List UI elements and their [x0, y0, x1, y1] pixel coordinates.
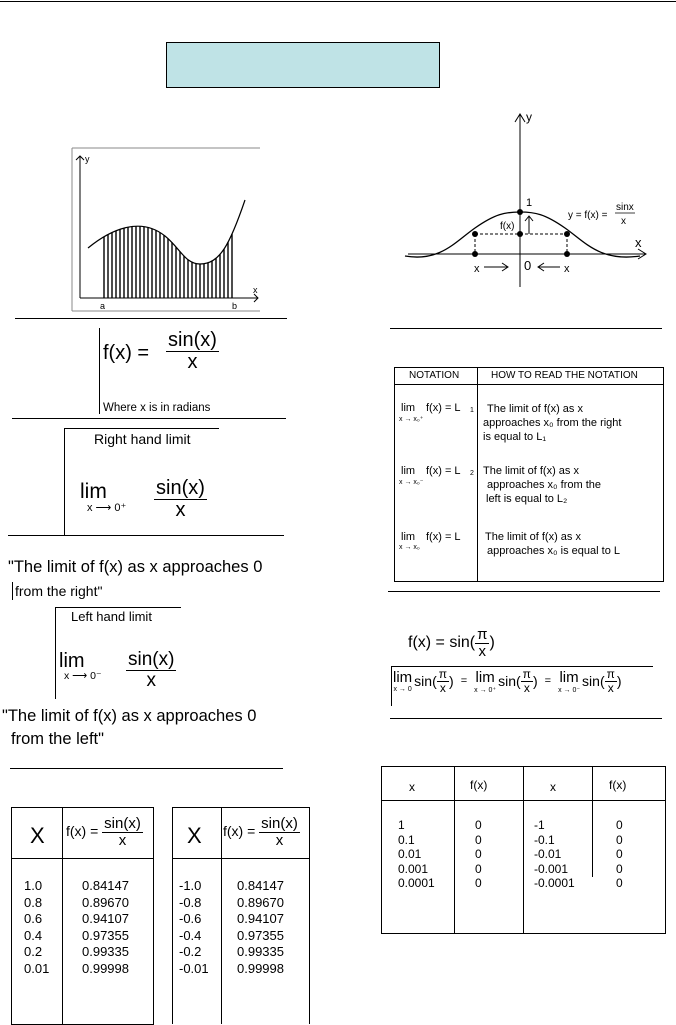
nt-row1-read1: The limit of f(x) as x — [487, 403, 583, 415]
sinpi-sinp: sin( — [498, 673, 521, 690]
sinpi-def-rhs: ) — [489, 634, 495, 652]
table-cell-fx: 0.89670 — [82, 894, 129, 910]
table-cell-fx: 0 — [616, 847, 623, 861]
b-label: b — [232, 301, 238, 311]
rhl-den: x — [175, 499, 186, 521]
sinc-x-left-label: x — [474, 263, 480, 275]
nt-row3-fx: f(x) = L — [426, 531, 461, 543]
area-graph-svg — [70, 146, 270, 318]
table-left-values — [172, 807, 310, 1024]
tr-header-f-lhs: f(x) = — [66, 822, 99, 839]
nt-row2-read3: left is equal to L₂ — [486, 493, 568, 505]
nt-row2-sub: x → x₀⁻ — [399, 479, 424, 486]
lhl-quote-2: from the left" — [11, 730, 104, 748]
ts-col-line-1 — [454, 767, 455, 933]
table-cell-x: -0.8 — [179, 894, 202, 910]
sinc-graph-svg — [400, 102, 650, 292]
tl-header-f — [223, 816, 300, 849]
table-cell-x: -0.01 — [179, 960, 209, 976]
table-cell-x: 0.8 — [24, 894, 43, 910]
rhl-quote-2: from the right" — [15, 583, 103, 599]
sinc-x-label: x — [635, 235, 642, 250]
nt-row1-read3: is equal to L₁ — [483, 431, 547, 443]
table-cell-fx: 0 — [475, 861, 482, 876]
nt-col-line — [477, 368, 478, 581]
sinc-point-left — [472, 231, 478, 237]
sinc-point-mid — [517, 231, 523, 237]
sinpi-limp — [474, 669, 496, 694]
lhl-heading: Left hand limit — [71, 609, 152, 624]
rule-4 — [10, 768, 283, 769]
table-cell-fx: 0 — [475, 832, 482, 847]
sinpi-def-x: x — [478, 642, 487, 660]
sinpi-close0: ) — [449, 673, 454, 690]
sinc-graph — [400, 102, 650, 292]
ts-col1-values — [398, 818, 435, 891]
rhl-top — [64, 428, 219, 429]
nt-row1-lim: lim — [401, 402, 416, 414]
sinc-x-right-label: x — [564, 263, 570, 275]
sinpi-eq1: = — [460, 675, 468, 688]
sinc-point-top — [517, 209, 523, 215]
table-cell-fx: 0.97355 — [82, 927, 129, 943]
tr-header-f — [66, 816, 143, 849]
sinpi-closep: ) — [532, 673, 538, 690]
def-note: Where x is in radians — [103, 402, 211, 414]
table-cell-fx: 0.97355 — [237, 927, 284, 943]
table-cell-fx: 0 — [616, 832, 623, 847]
table-cell-x: -0.001 — [534, 861, 569, 876]
rhl-quote-bar — [12, 582, 13, 600]
nt-row1-read2: approaches x₀ from the right — [483, 417, 622, 429]
sinc-eq-prefix: y = f(x) = — [568, 210, 608, 221]
tl-header-f-lhs: f(x) = — [223, 822, 256, 839]
sinpi-limits — [393, 668, 622, 694]
tl-f-values — [237, 878, 284, 977]
sinc-zero-label: 0 — [524, 258, 532, 273]
sinpi-xp: x — [523, 680, 530, 695]
sinpi-xm: x — [607, 680, 614, 695]
table-cell-x: -1.0 — [179, 878, 202, 893]
rule-7 — [390, 718, 662, 719]
sinpi-limp-text: lim — [475, 668, 495, 686]
lhl-sub: x ⟶ 0⁻ — [64, 670, 102, 682]
lhl-num: sin(x) — [128, 649, 175, 670]
table-cell-x: 0.01 — [24, 960, 50, 976]
sinpi-lim0 — [393, 669, 412, 693]
table-sinpi — [381, 766, 666, 934]
sinpi-def — [408, 627, 495, 660]
sinpi-limm-text: lim — [559, 668, 579, 686]
table-cell-x: 1.0 — [24, 878, 43, 893]
table-cell-fx: 0.99998 — [237, 960, 284, 976]
sinpi-lim0-sub: x → 0 — [393, 686, 412, 694]
table-cell-fx: 0.84147 — [82, 878, 129, 893]
sinpi-sinm: sin( — [582, 673, 605, 690]
table-right-values — [11, 807, 154, 1025]
table-cell-x: 0.01 — [398, 847, 422, 861]
tr-header-den: x — [118, 831, 127, 849]
table-cell-x: -1 — [534, 818, 545, 832]
table-cell-fx: 0.99998 — [82, 960, 129, 976]
x-label: x — [253, 285, 258, 295]
a-label: a — [100, 301, 106, 311]
table-cell-x: 0.0001 — [398, 876, 435, 890]
lhl-frac — [126, 650, 176, 691]
sinpi-limm — [558, 669, 580, 694]
rhl-bar — [64, 428, 65, 535]
lhl-lim: lim — [59, 650, 85, 672]
table-cell-fx: 0.94107 — [237, 911, 284, 926]
sinpi-pi0: π — [438, 667, 448, 681]
rule-5 — [390, 328, 662, 329]
sinc-one-label: 1 — [526, 197, 533, 209]
table-cell-fx: 0 — [475, 847, 482, 861]
sinc-eq-num: sinx — [616, 202, 634, 213]
sinpi-lim0-text: lim — [393, 669, 413, 687]
sinpi-pip: π — [522, 667, 531, 681]
rule-3 — [8, 535, 284, 536]
table-cell-x: -0.01 — [534, 847, 562, 861]
nt-header-line — [395, 384, 663, 385]
ts-col2-values — [475, 818, 482, 891]
nt-row3-read2: approaches x₀ is equal to L — [487, 545, 620, 557]
ts-col4-values — [616, 818, 623, 891]
ts-header-4: f(x) — [609, 778, 627, 792]
nt-row2-L: 2 — [470, 470, 474, 477]
ts-header-1: x — [409, 780, 415, 794]
ts-col3-values — [534, 818, 575, 891]
table-cell-x: 0.1 — [398, 832, 415, 847]
table-cell-fx: 0 — [475, 818, 482, 832]
table-cell-fx: 0 — [616, 876, 623, 890]
sinc-point-xl — [472, 251, 478, 257]
nt-row3-sub: x → x₀ — [399, 544, 420, 551]
lhl-top — [55, 607, 181, 608]
def-bar — [99, 328, 100, 414]
area-graph — [70, 146, 270, 318]
table-cell-x: -0.4 — [179, 927, 202, 943]
rhl-num: sin(x) — [156, 477, 205, 499]
def-num: sin(x) — [168, 329, 217, 351]
lhl-bar — [55, 607, 56, 699]
rule-1 — [15, 318, 287, 319]
lhl-quote-1: "The limit of f(x) as x approaches 0 — [2, 707, 257, 725]
table-cell-x: 0.001 — [398, 861, 429, 876]
tl-header-den: x — [275, 831, 284, 849]
tl-header-line — [173, 858, 309, 859]
sinc-point-right — [564, 231, 570, 237]
def-frac — [166, 330, 219, 373]
table-cell-x: 0.6 — [24, 911, 43, 926]
y-label: y — [85, 154, 90, 164]
table-cell-fx: 0 — [616, 861, 623, 876]
def-den: x — [187, 351, 198, 373]
table-cell-fx: 0 — [616, 818, 623, 832]
sinpi-pim: π — [606, 667, 615, 681]
nt-row3-read1: The limit of f(x) as x — [485, 531, 581, 543]
tr-header-num: sin(x) — [104, 815, 141, 832]
nt-row1-fx: f(x) = L — [426, 402, 461, 414]
nt-row2-read2: approaches x₀ from the — [487, 479, 602, 491]
tr-header-line — [12, 858, 153, 859]
nt-header-notation: NOTATION — [409, 370, 460, 381]
table-cell-x: -0.0001 — [534, 876, 575, 890]
table-cell-x: 0.4 — [24, 927, 43, 943]
sinpi-limp-sub: x → 0⁺ — [474, 686, 497, 694]
nt-row2-lim: lim — [401, 465, 416, 477]
tr-x-values — [24, 878, 49, 977]
nt-header-read: HOW TO READ THE NOTATION — [491, 370, 638, 381]
table-cell-fx: 0.89670 — [237, 894, 284, 910]
sinc-fx-label: f(x) — [500, 221, 515, 232]
rhl-sub: x ⟶ 0⁺ — [87, 502, 127, 514]
table-cell-fx: 0.94107 — [82, 911, 129, 926]
tl-header-num: sin(x) — [261, 815, 298, 832]
nt-row1-sub: x → x₀⁺ — [399, 416, 424, 423]
nt-row2-fx: f(x) = L — [426, 465, 461, 477]
sinpi-sin0: sin( — [414, 673, 437, 690]
sinpi-closem: ) — [616, 673, 622, 690]
nt-row1-L: 1 — [470, 407, 474, 414]
table-cell-x: -0.1 — [534, 832, 555, 847]
ts-col-line-3 — [592, 767, 593, 877]
sinpi-limm-sub: x → 0⁻ — [558, 686, 581, 694]
sinpi-x0: x — [439, 680, 446, 695]
rule-6 — [388, 591, 660, 592]
sinc-y-label: y — [526, 110, 532, 124]
sinc-point-xr — [564, 251, 570, 257]
rhl-frac — [154, 478, 207, 521]
title-box — [166, 42, 440, 88]
tl-col-line — [221, 808, 222, 1024]
tr-header-x: X — [30, 823, 45, 848]
nt-row2-read1: The limit of f(x) as x — [483, 465, 579, 477]
sinc-eq-den: x — [621, 216, 626, 227]
sinpi-bar — [391, 666, 392, 706]
table-cell-x: 1 — [398, 818, 405, 832]
table-cell-fx: 0.84147 — [237, 878, 284, 893]
table-cell-fx: 0 — [475, 876, 482, 890]
table-cell-fx: 0.99335 — [82, 944, 129, 959]
def-lhs: f(x) = — [103, 342, 150, 364]
rhl-lim: lim — [80, 480, 107, 503]
tl-x-values — [179, 878, 209, 977]
sinpi-def-pi: π — [477, 626, 488, 643]
ts-header-3: x — [550, 780, 556, 794]
table-cell-fx: 0.99335 — [237, 944, 284, 959]
table-cell-x: -0.2 — [179, 944, 202, 959]
ts-col-line-2 — [523, 767, 524, 933]
top-rule — [0, 1, 676, 2]
sinpi-def-lhs: f(x) = sin( — [408, 634, 476, 652]
table-cell-x: 0.2 — [24, 944, 43, 959]
sinpi-eq2: = — [544, 675, 552, 688]
table-cell-x: -0.6 — [179, 911, 202, 926]
area-hatching — [104, 226, 232, 298]
tr-col-line — [62, 808, 63, 1024]
notation-table — [394, 367, 664, 582]
rhl-quote-1: "The limit of f(x) as x approaches 0 — [8, 558, 263, 576]
rule-2 — [12, 418, 286, 419]
tr-f-values — [82, 878, 129, 977]
ts-header-2: f(x) — [470, 778, 488, 792]
nt-row3-lim: lim — [401, 531, 416, 543]
rhl-heading: Right hand limit — [94, 431, 191, 447]
tl-header-x: X — [187, 823, 202, 848]
lhl-den: x — [146, 669, 156, 691]
